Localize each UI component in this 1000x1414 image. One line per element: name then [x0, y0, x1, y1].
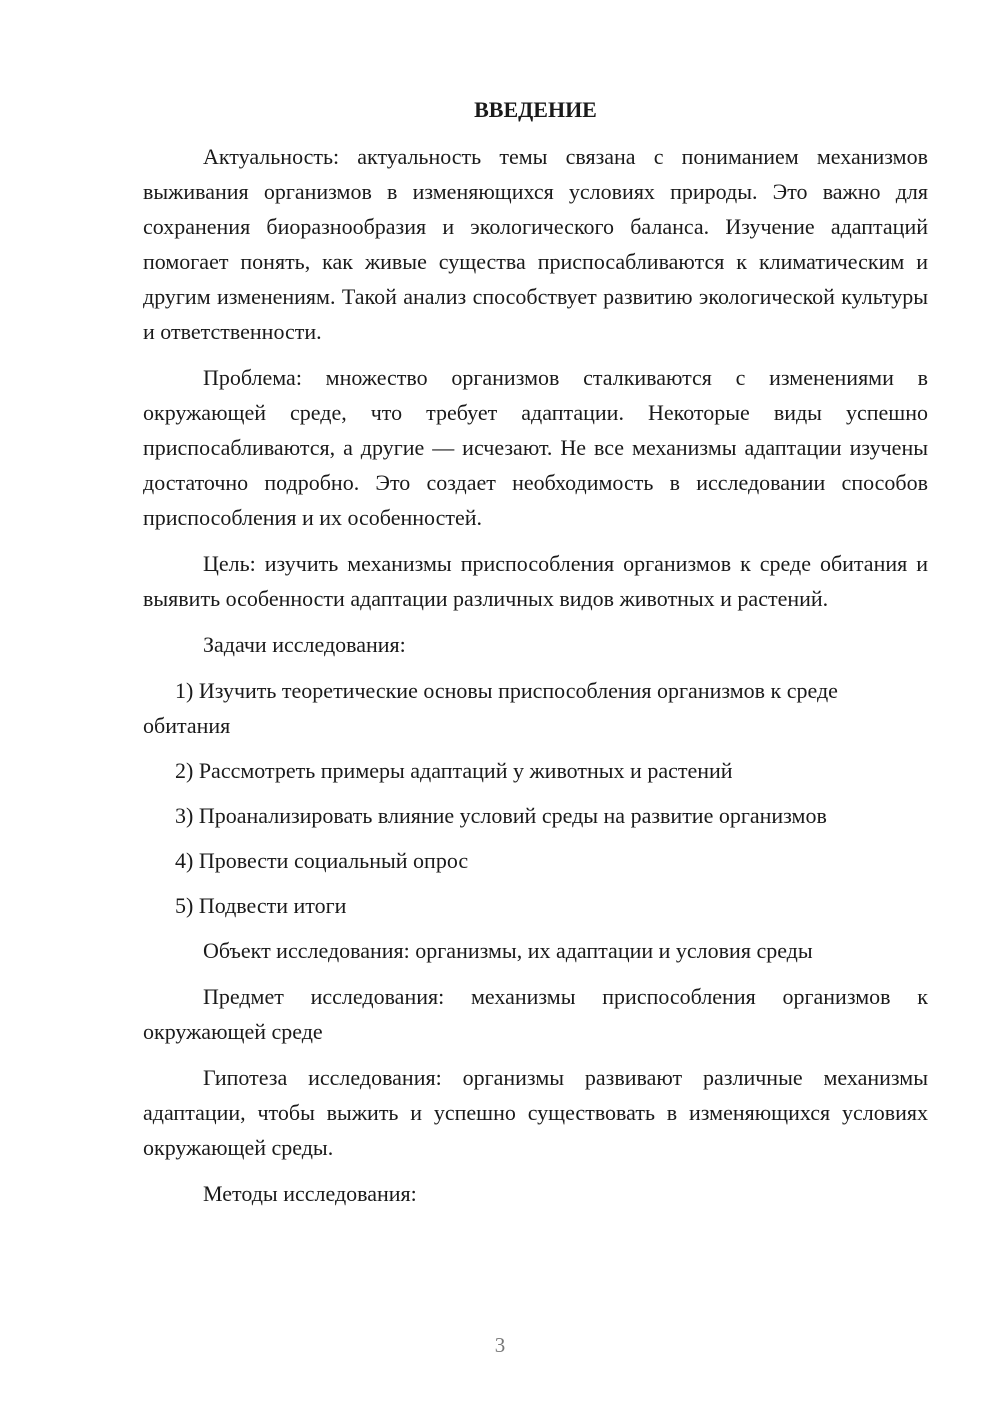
task-item-3: 3) Проанализировать влияние условий среды на развитие организмов	[175, 803, 827, 828]
relevance-paragraph: Актуальность: актуальность темы связана с пониманием механизмов выживания организмов в изменяющихся условиях природы. Это важно для сохранения биоразнообразия и экологического баланса. Изучение адаптаций помогает понять, как живые существа приспосабливаются к климатическим и другим изменениям. Такой анализ способствует развитию экологической культуры и ответственности.	[143, 144, 928, 344]
page-number: 3	[494, 1333, 506, 1357]
task-item-4: 4) Провести социальный опрос	[175, 848, 469, 873]
task-item-5: 5) Подвести итоги	[175, 893, 347, 918]
object-paragraph: Объект исследования: организмы, их адаптации и условия среды	[203, 938, 813, 963]
task-item-1: 1) Изучить теоретические основы приспособления организмов к среде обитания	[143, 678, 838, 738]
document-page	[143, 92, 928, 1222]
hypothesis-paragraph: Гипотеза исследования: организмы развивают различные механизмы адаптации, чтобы выжить и успешно существовать в изменяющихся условиях окружающей среды.	[143, 1065, 928, 1160]
tasks-list	[143, 673, 928, 923]
task-item-2: 2) Рассмотреть примеры адаптаций у животных и растений	[175, 758, 733, 783]
section-title: ВВЕДЕНИЕ	[474, 97, 597, 122]
goal-paragraph: Цель: изучить механизмы приспособления организмов к среде обитания и выявить особенности адаптации различных видов животных и растений.	[143, 551, 928, 611]
tasks-heading: Задачи исследования:	[203, 632, 406, 657]
subject-paragraph: Предмет исследования: механизмы приспособления организмов к окружающей среде	[143, 984, 928, 1044]
methods-heading: Методы исследования:	[203, 1181, 417, 1206]
problem-paragraph: Проблема: множество организмов сталкиваются с изменениями в окружающей среде, что требует адаптации. Некоторые виды успешно приспосабливаются, а другие — исчезают. Не все механизмы адаптации изучены достаточно подробно. Это создает необходимость в исследовании способов приспособления и их особенностей.	[143, 365, 928, 530]
